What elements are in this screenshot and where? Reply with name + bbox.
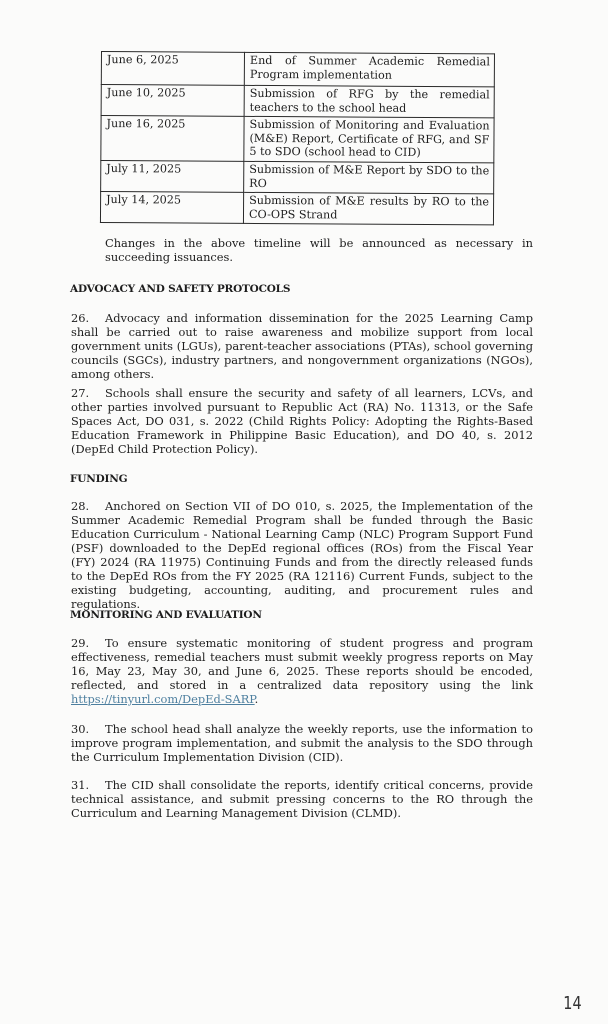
table-row <box>101 52 494 87</box>
paragraph-number: 28. <box>71 499 90 513</box>
section-heading-funding: FUNDING <box>70 473 128 485</box>
paragraph-text: Anchored on Section VII of DO 010, s. 2025, the Implementation of the Summer Academic Remedial Program shall be funded through the Basic Education Curriculum - National Learning Camp (NLC) Program Support Fund (PSF) downloaded to the DepEd regional offices (ROs) from the Fiscal Year (FY) 2024 (RA 11975) Continuing Funds and from the directly released funds to the DepEd ROs from the FY 2025 (RA 12116) Current Funds, subject to the existing budgeting, accounting, auditing, and procurement rules and regulations. <box>71 499 533 611</box>
timeline-date: July 11, 2025 <box>101 161 244 193</box>
timeline-note: Changes in the above timeline will be announced as necessary in succeeding issuances. <box>105 236 533 264</box>
table-row <box>101 116 494 163</box>
table-row <box>101 161 494 194</box>
paragraph-text: The CID shall consolidate the reports, identify critical concerns, provide technical assistance, and submit pressing concerns to the RO through the Curriculum and Learning Management Division (CLMD). <box>71 778 533 820</box>
timeline-date: July 14, 2025 <box>100 192 243 224</box>
timeline-activity: Submission of Monitoring and Evaluation (M&E) Report, Certificate of RFG, and SF 5 to SDO (school head to CID) <box>244 116 494 163</box>
paragraph-29 <box>71 636 533 706</box>
timeline-activity: Submission of M&E results by RO to the CO-OPS Strand <box>243 192 493 225</box>
paragraph-30 <box>71 722 533 764</box>
timeline-activity: Submission of RFG by the remedial teachers to the school head <box>244 85 494 118</box>
page-number: 14 <box>563 993 582 1014</box>
section-heading-monitoring: MONITORING AND EVALUATION <box>70 609 262 621</box>
paragraph-text: To ensure systematic monitoring of student progress and program effectiveness, remedial teachers must submit weekly progress reports on May 16, May 23, May 30, and June 6, 2025. These reports should be encoded, reflected, and stored in a centralized data repository using the link <box>71 636 533 692</box>
repository-link[interactable]: https://tinyurl.com/DepEd-SARP <box>71 692 255 706</box>
timeline-table <box>100 51 495 225</box>
timeline-date: June 6, 2025 <box>101 52 244 86</box>
paragraph-text: Advocacy and information dissemination for the 2025 Learning Camp shall be carried out to raise awareness and mobilize support from local government units (LGUs), parent-teacher associations (PTAs), school governing councils (SGCs), industry partners, and nongovernment organizations (NGOs), among others. <box>71 311 533 381</box>
paragraph-28 <box>71 499 533 611</box>
paragraph-number: 27. <box>71 386 90 400</box>
table-row <box>101 85 494 118</box>
timeline-activity: End of Summer Academic Remedial Program implementation <box>244 52 494 87</box>
timeline-date: June 10, 2025 <box>101 85 244 117</box>
paragraph-text: Schools shall ensure the security and safety of all learners, LCVs, and other parties involved pursuant to Republic Act (RA) No. 11313, or the Safe Spaces Act, DO 031, s. 2022 (Child Rights Policy: Adopting the Rights-Based Education Framework in Philippine Basic Education), and DO 40, s. 2012 (DepEd Child Protection Policy). <box>71 386 533 456</box>
paragraph-number: 31. <box>71 778 90 792</box>
paragraph-number: 30. <box>71 722 90 736</box>
timeline-date: June 16, 2025 <box>101 116 244 162</box>
paragraph-number: 26. <box>71 311 90 325</box>
paragraph-text-end: . <box>254 692 259 706</box>
paragraph-text: The school head shall analyze the weekly reports, use the information to improve program implementation, and submit the analysis to the SDO through the Curriculum Implementation Division (CID). <box>71 722 533 764</box>
section-heading-advocacy: ADVOCACY AND SAFETY PROTOCOLS <box>70 283 291 295</box>
timeline-activity: Submission of M&E Report by SDO to the RO <box>244 161 494 194</box>
paragraph-31 <box>71 778 533 820</box>
paragraph-number: 29. <box>71 636 90 650</box>
paragraph-26 <box>71 311 533 381</box>
paragraph-27 <box>71 386 533 456</box>
table-row <box>100 192 493 225</box>
